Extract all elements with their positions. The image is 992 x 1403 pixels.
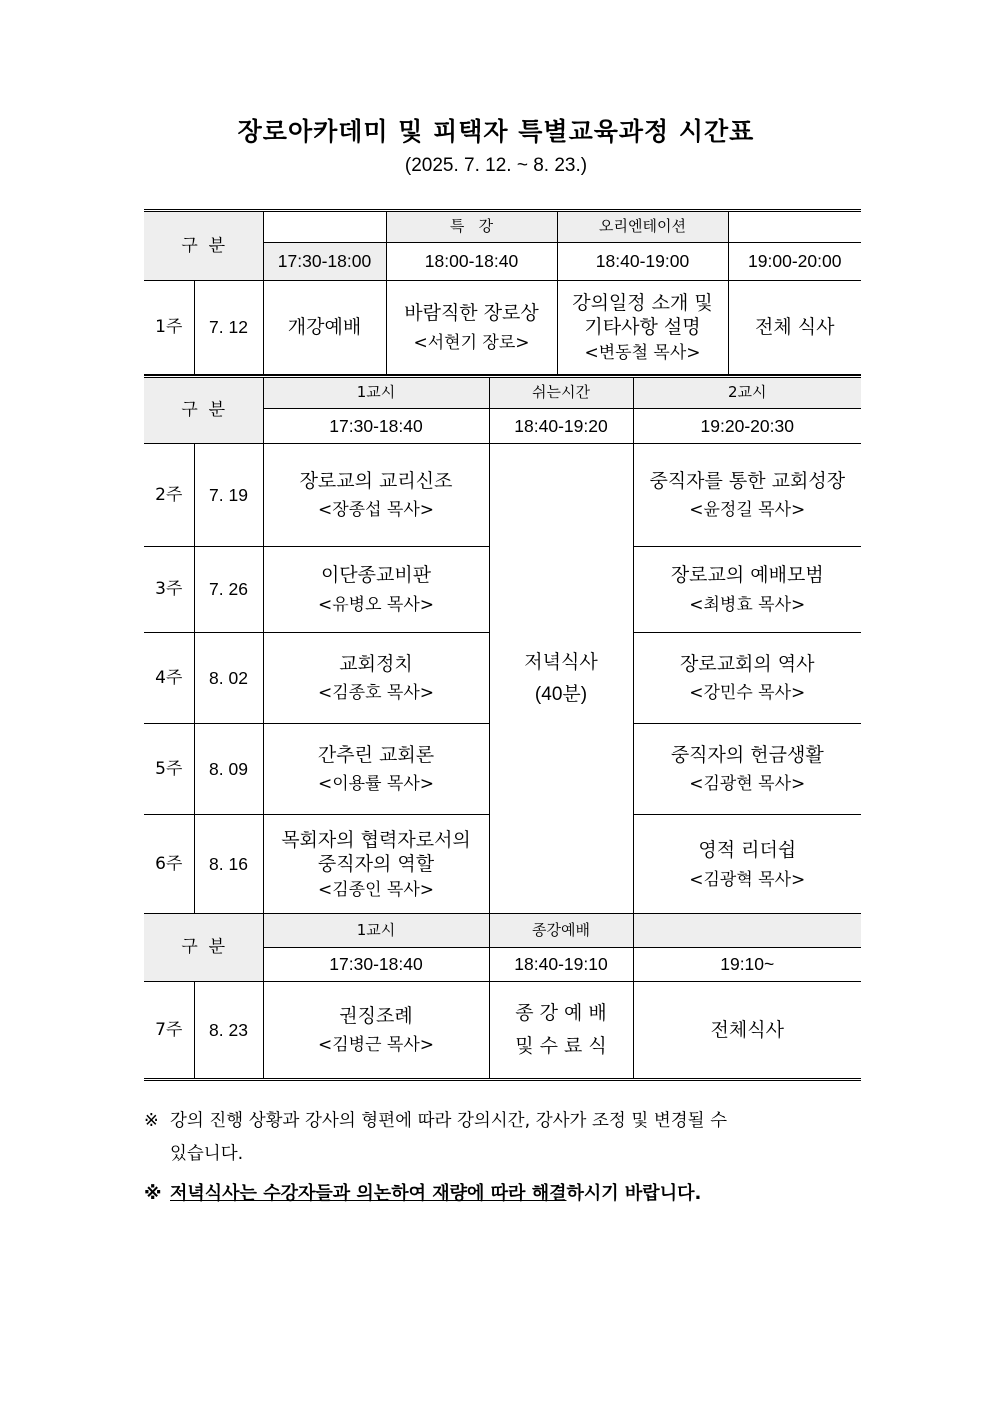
note-text: 강의 진행 상황과 강사의 형편에 따라 강의시간, 강사가 조정 및 변경될 수 — [170, 1111, 727, 1131]
time-slot: 18:00-18:40 — [386, 243, 557, 281]
meal-cell — [633, 982, 861, 1080]
period2-cell — [633, 633, 861, 724]
period1-cell — [263, 547, 489, 633]
period1-cell — [263, 444, 489, 547]
period1-cell — [263, 724, 489, 815]
schedule-table-weeks2-6 — [144, 375, 861, 915]
period1-title: 교회정치 — [339, 652, 413, 675]
period1-speaker: <유병오 목사> — [317, 594, 434, 615]
lecture-speaker: <서현기 장로> — [413, 332, 530, 353]
note-dinner — [144, 1179, 850, 1205]
period2-speaker: <윤정길 목사> — [689, 500, 806, 521]
week-label: 5주 — [144, 724, 194, 815]
period1-speaker: <김병근 목사> — [317, 1035, 434, 1056]
period1-cell — [263, 633, 489, 724]
period1-speaker: <김종인 목사> — [317, 880, 434, 901]
period2-title: 중직자의 헌금생활 — [670, 743, 824, 766]
time-slot: 19:10~ — [633, 948, 861, 982]
header-period2: 2교시 — [633, 377, 861, 409]
note-schedule-change — [144, 1105, 850, 1171]
opening-worship-text: 개강예배 — [287, 316, 362, 339]
time-slot: 19:00-20:00 — [728, 243, 861, 281]
period1-title: 중직자의 역할 — [317, 853, 435, 876]
orientation-speaker: <변동철 목사> — [584, 343, 701, 364]
header-orientation: 오리엔테이션 — [557, 211, 728, 243]
date-label: 8. 09 — [194, 724, 263, 815]
period2-title: 장로교회의 역사 — [679, 652, 815, 675]
closing-ceremony-line: 종 강 예 배 — [515, 1002, 607, 1025]
week-label: 1주 — [144, 281, 194, 375]
date-label: 7. 26 — [194, 547, 263, 633]
period2-title: 장로교의 예배모범 — [670, 564, 824, 587]
week-label: 7주 — [144, 982, 194, 1080]
dinner-break-duration: (40분) — [534, 684, 588, 705]
period1-speaker: <김종호 목사> — [317, 683, 434, 704]
closing-ceremony-line: 및 수 료 식 — [515, 1035, 607, 1057]
meal-text: 전체식사 — [710, 1018, 784, 1041]
opening-worship — [263, 281, 386, 375]
orientation-title: 강의일정 소개 및 — [572, 291, 713, 314]
period-subtitle: (2025. 7. 12. ~ 8. 23.) — [404, 155, 588, 176]
time-slot: 18:40-19:00 — [557, 243, 728, 281]
header-special-lecture: 특 강 — [386, 211, 557, 243]
header-cell — [728, 211, 861, 243]
period2-speaker: <김광현 목사> — [689, 774, 806, 795]
header-cell — [263, 211, 386, 243]
period2-cell — [633, 547, 861, 633]
schedule-table-week1 — [144, 209, 861, 375]
dinner-break-title: 저녁식사 — [524, 651, 598, 674]
period1-title: 이단종교비판 — [320, 564, 432, 587]
time-slot: 17:30-18:40 — [263, 948, 489, 982]
period2-speaker: <최병효 목사> — [689, 594, 806, 615]
time-slot: 18:40-19:10 — [489, 948, 633, 982]
orientation-cell — [557, 281, 728, 375]
period1-title: 권징조례 — [339, 1004, 413, 1027]
table-row — [144, 982, 861, 1080]
period1-cell — [263, 982, 489, 1080]
section3-label: 구 분 — [144, 914, 263, 982]
header-cell — [633, 914, 861, 948]
section2-label: 구 분 — [144, 377, 263, 444]
period2-cell — [633, 815, 861, 915]
note-text: 있습니다. — [170, 1144, 244, 1164]
period1-title: 장로교의 교리신조 — [299, 469, 453, 492]
note-text: 하시기 바랍니다. — [566, 1183, 702, 1204]
period1-cell — [263, 815, 489, 915]
date-label: 7. 19 — [194, 444, 263, 547]
note-mark: ※ — [144, 1183, 162, 1204]
period1-speaker: <이용률 목사> — [317, 774, 434, 795]
period2-speaker: <강민수 목사> — [689, 683, 806, 704]
page-title: 장로아카데미 및 피택자 특별교육과정 시간표 — [237, 117, 755, 146]
section1-label: 구 분 — [144, 211, 263, 281]
period1-title: 목회자의 협력자로서의 — [281, 828, 471, 851]
week-label: 4주 — [144, 633, 194, 724]
date-label: 8. 23 — [194, 982, 263, 1080]
period1-speaker: <장종섭 목사> — [317, 500, 434, 521]
note-mark: ※ — [144, 1111, 159, 1131]
period1-title: 간추린 교회론 — [317, 743, 435, 766]
date-label: 8. 16 — [194, 815, 263, 915]
period2-title: 영적 리더쉽 — [698, 839, 797, 862]
lecture-cell — [386, 281, 557, 375]
note-underlined-text: 저녁식사는 수강자들과 의논하여 재량에 따라 해결 — [170, 1183, 567, 1204]
header-closing-worship: 종강예배 — [489, 914, 633, 948]
week-label: 2주 — [144, 444, 194, 547]
period2-speaker: <김광혁 목사> — [689, 869, 806, 890]
table-row — [144, 444, 861, 547]
meal-cell — [728, 281, 861, 375]
lecture-title: 바람직한 장로상 — [404, 302, 539, 325]
week-label: 6주 — [144, 815, 194, 915]
header-period1: 1교시 — [263, 914, 489, 948]
dinner-break-cell — [489, 444, 633, 915]
period2-cell — [633, 444, 861, 547]
week-label: 3주 — [144, 547, 194, 633]
time-slot: 19:20-20:30 — [633, 409, 861, 444]
time-slot: 18:40-19:20 — [489, 409, 633, 444]
notes — [144, 1105, 850, 1205]
period2-title: 중직자를 통한 교회성장 — [649, 469, 846, 492]
closing-ceremony-cell — [489, 982, 633, 1080]
orientation-title: 기타사항 설명 — [584, 316, 701, 339]
time-slot: 17:30-18:00 — [263, 243, 386, 281]
header-break: 쉬는시간 — [489, 377, 633, 409]
meal-text: 전체 식사 — [755, 316, 835, 339]
time-slot: 17:30-18:40 — [263, 409, 489, 444]
date-label: 7. 12 — [194, 281, 263, 375]
header-period1: 1교시 — [263, 377, 489, 409]
period2-cell — [633, 724, 861, 815]
date-label: 8. 02 — [194, 633, 263, 724]
schedule-table-week7 — [144, 913, 861, 1081]
